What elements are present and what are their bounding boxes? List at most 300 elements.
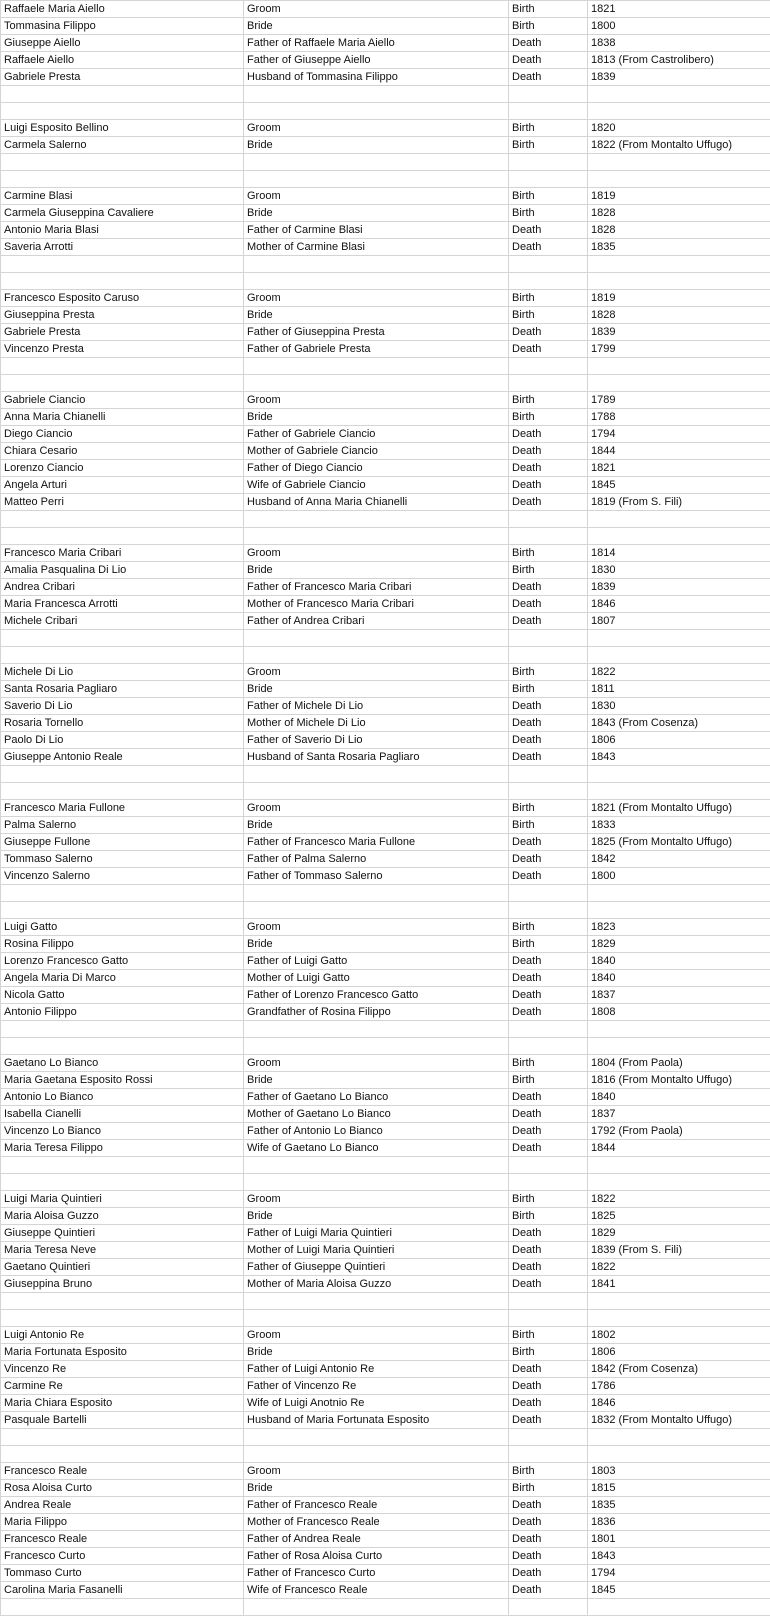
- cell-relation[interactable]: Father of Antonio Lo Bianco: [244, 1123, 509, 1140]
- cell-event[interactable]: Death: [509, 1582, 588, 1599]
- cell-year[interactable]: [588, 885, 770, 902]
- cell-event[interactable]: Death: [509, 1004, 588, 1021]
- cell-event[interactable]: Death: [509, 443, 588, 460]
- cell-name[interactable]: Anna Maria Chianelli: [1, 409, 244, 426]
- cell-event[interactable]: Birth: [509, 18, 588, 35]
- cell-relation[interactable]: Bride: [244, 205, 509, 222]
- cell-year[interactable]: 1821 (From Montalto Uffugo): [588, 800, 770, 817]
- cell-event[interactable]: Birth: [509, 1344, 588, 1361]
- cell-relation[interactable]: Bride: [244, 562, 509, 579]
- cell-year[interactable]: [588, 103, 770, 120]
- cell-name[interactable]: Carmine Re: [1, 1378, 244, 1395]
- cell-year[interactable]: 1835: [588, 239, 770, 256]
- cell-event[interactable]: Birth: [509, 1480, 588, 1497]
- cell-year[interactable]: 1825: [588, 1208, 770, 1225]
- cell-relation[interactable]: [244, 1157, 509, 1174]
- cell-event[interactable]: Birth: [509, 1327, 588, 1344]
- cell-name[interactable]: [1, 630, 244, 647]
- cell-name[interactable]: Giuseppina Presta: [1, 307, 244, 324]
- cell-name[interactable]: Rosaria Tornello: [1, 715, 244, 732]
- cell-event[interactable]: Death: [509, 69, 588, 86]
- cell-year[interactable]: 1822: [588, 1191, 770, 1208]
- cell-event[interactable]: Birth: [509, 307, 588, 324]
- cell-name[interactable]: [1, 885, 244, 902]
- cell-name[interactable]: Palma Salerno: [1, 817, 244, 834]
- cell-relation[interactable]: Father of Giuseppe Aiello: [244, 52, 509, 69]
- cell-name[interactable]: Raffaele Maria Aiello: [1, 1, 244, 18]
- cell-relation[interactable]: [244, 528, 509, 545]
- cell-year[interactable]: 1794: [588, 426, 770, 443]
- cell-year[interactable]: 1808: [588, 1004, 770, 1021]
- cell-relation[interactable]: Groom: [244, 120, 509, 137]
- cell-name[interactable]: Lorenzo Ciancio: [1, 460, 244, 477]
- cell-relation[interactable]: Mother of Maria Aloisa Guzzo: [244, 1276, 509, 1293]
- cell-event[interactable]: Birth: [509, 1463, 588, 1480]
- cell-name[interactable]: Matteo Perri: [1, 494, 244, 511]
- cell-event[interactable]: Birth: [509, 817, 588, 834]
- cell-year[interactable]: 1813 (From Castrolibero): [588, 52, 770, 69]
- cell-relation[interactable]: Mother of Gabriele Ciancio: [244, 443, 509, 460]
- cell-event[interactable]: Birth: [509, 1055, 588, 1072]
- cell-year[interactable]: [588, 1038, 770, 1055]
- cell-year[interactable]: 1844: [588, 1140, 770, 1157]
- cell-name[interactable]: Pasquale Bartelli: [1, 1412, 244, 1429]
- cell-year[interactable]: 1803: [588, 1463, 770, 1480]
- cell-name[interactable]: Maria Gaetana Esposito Rossi: [1, 1072, 244, 1089]
- cell-event[interactable]: [509, 375, 588, 392]
- cell-name[interactable]: Chiara Cesario: [1, 443, 244, 460]
- cell-year[interactable]: 1789: [588, 392, 770, 409]
- cell-event[interactable]: [509, 783, 588, 800]
- cell-relation[interactable]: Father of Francesco Reale: [244, 1497, 509, 1514]
- cell-year[interactable]: 1846: [588, 1395, 770, 1412]
- cell-name[interactable]: [1, 103, 244, 120]
- cell-name[interactable]: Luigi Antonio Re: [1, 1327, 244, 1344]
- cell-relation[interactable]: [244, 86, 509, 103]
- cell-name[interactable]: [1, 273, 244, 290]
- cell-year[interactable]: [588, 154, 770, 171]
- cell-relation[interactable]: Bride: [244, 307, 509, 324]
- cell-relation[interactable]: Father of Andrea Cribari: [244, 613, 509, 630]
- cell-name[interactable]: Maria Chiara Esposito: [1, 1395, 244, 1412]
- cell-event[interactable]: [509, 256, 588, 273]
- cell-relation[interactable]: Husband of Santa Rosaria Pagliaro: [244, 749, 509, 766]
- cell-relation[interactable]: Bride: [244, 18, 509, 35]
- cell-relation[interactable]: Grandfather of Rosina Filippo: [244, 1004, 509, 1021]
- cell-year[interactable]: [588, 511, 770, 528]
- cell-name[interactable]: [1, 1310, 244, 1327]
- cell-relation[interactable]: [244, 783, 509, 800]
- cell-event[interactable]: Birth: [509, 290, 588, 307]
- cell-name[interactable]: Luigi Esposito Bellino: [1, 120, 244, 137]
- cell-event[interactable]: Death: [509, 613, 588, 630]
- cell-year[interactable]: [588, 902, 770, 919]
- cell-relation[interactable]: [244, 256, 509, 273]
- cell-event[interactable]: [509, 1446, 588, 1463]
- cell-year[interactable]: [588, 647, 770, 664]
- cell-year[interactable]: 1839: [588, 324, 770, 341]
- cell-relation[interactable]: Father of Palma Salerno: [244, 851, 509, 868]
- cell-relation[interactable]: Father of Carmine Blasi: [244, 222, 509, 239]
- cell-event[interactable]: Death: [509, 1242, 588, 1259]
- cell-event[interactable]: Birth: [509, 800, 588, 817]
- cell-name[interactable]: [1, 1038, 244, 1055]
- cell-event[interactable]: Death: [509, 579, 588, 596]
- cell-relation[interactable]: Father of Giuseppe Quintieri: [244, 1259, 509, 1276]
- cell-name[interactable]: [1, 1021, 244, 1038]
- cell-year[interactable]: 1845: [588, 477, 770, 494]
- cell-name[interactable]: Saveria Arrotti: [1, 239, 244, 256]
- cell-name[interactable]: Gabriele Presta: [1, 69, 244, 86]
- cell-year[interactable]: 1833: [588, 817, 770, 834]
- cell-year[interactable]: [588, 1599, 770, 1616]
- cell-relation[interactable]: Wife of Gabriele Ciancio: [244, 477, 509, 494]
- cell-event[interactable]: [509, 273, 588, 290]
- cell-name[interactable]: [1, 1599, 244, 1616]
- cell-event[interactable]: Death: [509, 1548, 588, 1565]
- cell-year[interactable]: [588, 528, 770, 545]
- cell-event[interactable]: Death: [509, 1140, 588, 1157]
- cell-name[interactable]: Santa Rosaria Pagliaro: [1, 681, 244, 698]
- cell-relation[interactable]: Wife of Luigi Anotnio Re: [244, 1395, 509, 1412]
- cell-name[interactable]: Giuseppe Quintieri: [1, 1225, 244, 1242]
- cell-year[interactable]: 1828: [588, 222, 770, 239]
- cell-year[interactable]: 1838: [588, 35, 770, 52]
- cell-name[interactable]: Vincenzo Presta: [1, 341, 244, 358]
- cell-relation[interactable]: Mother of Michele Di Lio: [244, 715, 509, 732]
- cell-year[interactable]: 1830: [588, 562, 770, 579]
- cell-event[interactable]: Death: [509, 715, 588, 732]
- cell-name[interactable]: Andrea Cribari: [1, 579, 244, 596]
- cell-name[interactable]: Maria Fortunata Esposito: [1, 1344, 244, 1361]
- cell-year[interactable]: 1806: [588, 1344, 770, 1361]
- cell-year[interactable]: [588, 766, 770, 783]
- cell-year[interactable]: 1800: [588, 18, 770, 35]
- cell-event[interactable]: Birth: [509, 936, 588, 953]
- cell-relation[interactable]: [244, 1038, 509, 1055]
- cell-relation[interactable]: [244, 358, 509, 375]
- cell-event[interactable]: Death: [509, 324, 588, 341]
- cell-name[interactable]: Vincenzo Re: [1, 1361, 244, 1378]
- cell-relation[interactable]: Groom: [244, 1463, 509, 1480]
- cell-event[interactable]: [509, 358, 588, 375]
- cell-relation[interactable]: Husband of Tommasina Filippo: [244, 69, 509, 86]
- cell-relation[interactable]: [244, 375, 509, 392]
- cell-relation[interactable]: Groom: [244, 1, 509, 18]
- cell-event[interactable]: [509, 86, 588, 103]
- cell-year[interactable]: 1839 (From S. Fili): [588, 1242, 770, 1259]
- cell-event[interactable]: Death: [509, 1225, 588, 1242]
- cell-name[interactable]: Giuseppe Antonio Reale: [1, 749, 244, 766]
- cell-year[interactable]: 1811: [588, 681, 770, 698]
- cell-event[interactable]: Birth: [509, 1072, 588, 1089]
- cell-name[interactable]: Maria Teresa Neve: [1, 1242, 244, 1259]
- cell-relation[interactable]: [244, 511, 509, 528]
- cell-name[interactable]: Francesco Curto: [1, 1548, 244, 1565]
- cell-relation[interactable]: Groom: [244, 1327, 509, 1344]
- cell-relation[interactable]: Mother of Luigi Maria Quintieri: [244, 1242, 509, 1259]
- cell-event[interactable]: Death: [509, 494, 588, 511]
- cell-year[interactable]: 1822: [588, 1259, 770, 1276]
- cell-name[interactable]: Maria Francesca Arrotti: [1, 596, 244, 613]
- cell-relation[interactable]: Wife of Francesco Reale: [244, 1582, 509, 1599]
- cell-relation[interactable]: Father of Raffaele Maria Aiello: [244, 35, 509, 52]
- cell-name[interactable]: Francesco Reale: [1, 1463, 244, 1480]
- cell-event[interactable]: Death: [509, 1514, 588, 1531]
- cell-event[interactable]: [509, 885, 588, 902]
- cell-relation[interactable]: Groom: [244, 188, 509, 205]
- cell-event[interactable]: Birth: [509, 664, 588, 681]
- cell-name[interactable]: Luigi Gatto: [1, 919, 244, 936]
- cell-year[interactable]: 1788: [588, 409, 770, 426]
- cell-event[interactable]: Birth: [509, 120, 588, 137]
- cell-name[interactable]: Rosa Aloisa Curto: [1, 1480, 244, 1497]
- cell-year[interactable]: 1819 (From S. Fili): [588, 494, 770, 511]
- cell-event[interactable]: [509, 1310, 588, 1327]
- cell-event[interactable]: Death: [509, 749, 588, 766]
- cell-name[interactable]: Paolo Di Lio: [1, 732, 244, 749]
- cell-relation[interactable]: Father of Gabriele Ciancio: [244, 426, 509, 443]
- cell-name[interactable]: Vincenzo Lo Bianco: [1, 1123, 244, 1140]
- cell-year[interactable]: 1799: [588, 341, 770, 358]
- cell-event[interactable]: [509, 154, 588, 171]
- cell-name[interactable]: Tommaso Salerno: [1, 851, 244, 868]
- cell-name[interactable]: Vincenzo Salerno: [1, 868, 244, 885]
- cell-name[interactable]: Giuseppe Aiello: [1, 35, 244, 52]
- cell-year[interactable]: [588, 1446, 770, 1463]
- cell-name[interactable]: Maria Filippo: [1, 1514, 244, 1531]
- cell-name[interactable]: Francesco Maria Cribari: [1, 545, 244, 562]
- cell-event[interactable]: [509, 1038, 588, 1055]
- cell-year[interactable]: [588, 86, 770, 103]
- cell-year[interactable]: 1843 (From Cosenza): [588, 715, 770, 732]
- cell-year[interactable]: 1822 (From Montalto Uffugo): [588, 137, 770, 154]
- cell-name[interactable]: [1, 256, 244, 273]
- cell-relation[interactable]: Bride: [244, 681, 509, 698]
- cell-event[interactable]: Death: [509, 1106, 588, 1123]
- cell-relation[interactable]: Father of Diego Ciancio: [244, 460, 509, 477]
- cell-event[interactable]: Death: [509, 868, 588, 885]
- cell-year[interactable]: 1837: [588, 1106, 770, 1123]
- cell-event[interactable]: Death: [509, 1497, 588, 1514]
- cell-relation[interactable]: [244, 766, 509, 783]
- cell-year[interactable]: 1840: [588, 1089, 770, 1106]
- cell-relation[interactable]: Groom: [244, 1055, 509, 1072]
- cell-year[interactable]: 1844: [588, 443, 770, 460]
- cell-relation[interactable]: Groom: [244, 919, 509, 936]
- cell-event[interactable]: Death: [509, 222, 588, 239]
- cell-name[interactable]: Amalia Pasqualina Di Lio: [1, 562, 244, 579]
- cell-event[interactable]: Death: [509, 732, 588, 749]
- cell-year[interactable]: [588, 358, 770, 375]
- cell-name[interactable]: [1, 171, 244, 188]
- cell-year[interactable]: 1828: [588, 307, 770, 324]
- cell-name[interactable]: Luigi Maria Quintieri: [1, 1191, 244, 1208]
- cell-event[interactable]: [509, 1021, 588, 1038]
- cell-event[interactable]: Death: [509, 239, 588, 256]
- cell-name[interactable]: [1, 1429, 244, 1446]
- cell-year[interactable]: 1828: [588, 205, 770, 222]
- cell-name[interactable]: Tommasina Filippo: [1, 18, 244, 35]
- cell-event[interactable]: Death: [509, 1259, 588, 1276]
- cell-event[interactable]: Birth: [509, 545, 588, 562]
- cell-event[interactable]: [509, 630, 588, 647]
- cell-name[interactable]: Antonio Lo Bianco: [1, 1089, 244, 1106]
- cell-event[interactable]: Death: [509, 341, 588, 358]
- cell-year[interactable]: [588, 1310, 770, 1327]
- cell-relation[interactable]: [244, 154, 509, 171]
- cell-relation[interactable]: Father of Gaetano Lo Bianco: [244, 1089, 509, 1106]
- cell-event[interactable]: Death: [509, 834, 588, 851]
- cell-name[interactable]: Maria Teresa Filippo: [1, 1140, 244, 1157]
- cell-event[interactable]: Death: [509, 987, 588, 1004]
- cell-name[interactable]: Isabella Cianelli: [1, 1106, 244, 1123]
- cell-event[interactable]: Birth: [509, 409, 588, 426]
- cell-event[interactable]: [509, 1429, 588, 1446]
- cell-year[interactable]: 1786: [588, 1378, 770, 1395]
- cell-relation[interactable]: Wife of Gaetano Lo Bianco: [244, 1140, 509, 1157]
- cell-relation[interactable]: Groom: [244, 664, 509, 681]
- cell-name[interactable]: [1, 528, 244, 545]
- cell-year[interactable]: [588, 1429, 770, 1446]
- cell-year[interactable]: 1792 (From Paola): [588, 1123, 770, 1140]
- cell-relation[interactable]: [244, 885, 509, 902]
- cell-event[interactable]: [509, 1599, 588, 1616]
- cell-name[interactable]: Carmela Giuseppina Cavaliere: [1, 205, 244, 222]
- cell-year[interactable]: 1839: [588, 579, 770, 596]
- cell-year[interactable]: 1830: [588, 698, 770, 715]
- cell-name[interactable]: Gaetano Quintieri: [1, 1259, 244, 1276]
- cell-name[interactable]: Antonio Filippo: [1, 1004, 244, 1021]
- cell-year[interactable]: 1835: [588, 1497, 770, 1514]
- cell-event[interactable]: Death: [509, 953, 588, 970]
- cell-relation[interactable]: [244, 902, 509, 919]
- cell-event[interactable]: [509, 103, 588, 120]
- cell-relation[interactable]: Mother of Gaetano Lo Bianco: [244, 1106, 509, 1123]
- cell-name[interactable]: Andrea Reale: [1, 1497, 244, 1514]
- cell-event[interactable]: [509, 528, 588, 545]
- cell-name[interactable]: Gaetano Lo Bianco: [1, 1055, 244, 1072]
- cell-relation[interactable]: Groom: [244, 1191, 509, 1208]
- cell-year[interactable]: [588, 1174, 770, 1191]
- cell-event[interactable]: Death: [509, 52, 588, 69]
- cell-relation[interactable]: Father of Francesco Maria Fullone: [244, 834, 509, 851]
- cell-relation[interactable]: [244, 1310, 509, 1327]
- cell-year[interactable]: [588, 171, 770, 188]
- cell-name[interactable]: [1, 766, 244, 783]
- cell-name[interactable]: Michele Cribari: [1, 613, 244, 630]
- cell-relation[interactable]: Bride: [244, 409, 509, 426]
- cell-relation[interactable]: Father of Saverio Di Lio: [244, 732, 509, 749]
- cell-relation[interactable]: Father of Lorenzo Francesco Gatto: [244, 987, 509, 1004]
- cell-event[interactable]: [509, 902, 588, 919]
- cell-year[interactable]: 1814: [588, 545, 770, 562]
- cell-event[interactable]: Birth: [509, 1208, 588, 1225]
- cell-event[interactable]: [509, 647, 588, 664]
- cell-event[interactable]: Death: [509, 460, 588, 477]
- cell-name[interactable]: Nicola Gatto: [1, 987, 244, 1004]
- cell-name[interactable]: Diego Ciancio: [1, 426, 244, 443]
- cell-name[interactable]: [1, 86, 244, 103]
- cell-name[interactable]: Carolina Maria Fasanelli: [1, 1582, 244, 1599]
- cell-name[interactable]: Lorenzo Francesco Gatto: [1, 953, 244, 970]
- cell-relation[interactable]: Father of Vincenzo Re: [244, 1378, 509, 1395]
- cell-year[interactable]: 1816 (From Montalto Uffugo): [588, 1072, 770, 1089]
- cell-name[interactable]: [1, 154, 244, 171]
- cell-name[interactable]: Michele Di Lio: [1, 664, 244, 681]
- cell-event[interactable]: Death: [509, 851, 588, 868]
- cell-event[interactable]: [509, 511, 588, 528]
- cell-year[interactable]: 1840: [588, 970, 770, 987]
- cell-name[interactable]: [1, 1157, 244, 1174]
- cell-name[interactable]: [1, 783, 244, 800]
- cell-event[interactable]: Death: [509, 1565, 588, 1582]
- cell-name[interactable]: [1, 511, 244, 528]
- cell-year[interactable]: [588, 783, 770, 800]
- cell-year[interactable]: 1819: [588, 188, 770, 205]
- cell-relation[interactable]: Father of Luigi Antonio Re: [244, 1361, 509, 1378]
- cell-year[interactable]: 1800: [588, 868, 770, 885]
- cell-event[interactable]: Birth: [509, 562, 588, 579]
- cell-event[interactable]: Death: [509, 596, 588, 613]
- cell-name[interactable]: [1, 1446, 244, 1463]
- cell-year[interactable]: 1821: [588, 460, 770, 477]
- cell-year[interactable]: 1807: [588, 613, 770, 630]
- cell-event[interactable]: Death: [509, 1531, 588, 1548]
- cell-year[interactable]: 1841: [588, 1276, 770, 1293]
- cell-relation[interactable]: [244, 1174, 509, 1191]
- cell-year[interactable]: [588, 375, 770, 392]
- cell-relation[interactable]: Bride: [244, 936, 509, 953]
- cell-year[interactable]: 1842: [588, 851, 770, 868]
- cell-relation[interactable]: Father of Michele Di Lio: [244, 698, 509, 715]
- cell-year[interactable]: 1842 (From Cosenza): [588, 1361, 770, 1378]
- cell-name[interactable]: Rosina Filippo: [1, 936, 244, 953]
- cell-relation[interactable]: Bride: [244, 817, 509, 834]
- cell-relation[interactable]: [244, 273, 509, 290]
- cell-name[interactable]: Tommaso Curto: [1, 1565, 244, 1582]
- cell-year[interactable]: 1832 (From Montalto Uffugo): [588, 1412, 770, 1429]
- cell-relation[interactable]: [244, 1599, 509, 1616]
- cell-relation[interactable]: Father of Giuseppina Presta: [244, 324, 509, 341]
- cell-name[interactable]: Francesco Maria Fullone: [1, 800, 244, 817]
- cell-event[interactable]: Birth: [509, 1, 588, 18]
- cell-year[interactable]: 1829: [588, 1225, 770, 1242]
- cell-relation[interactable]: Father of Tommaso Salerno: [244, 868, 509, 885]
- cell-relation[interactable]: Father of Rosa Aloisa Curto: [244, 1548, 509, 1565]
- cell-name[interactable]: Gabriele Ciancio: [1, 392, 244, 409]
- cell-event[interactable]: [509, 1174, 588, 1191]
- cell-relation[interactable]: Groom: [244, 290, 509, 307]
- cell-name[interactable]: [1, 647, 244, 664]
- cell-name[interactable]: Giuseppina Bruno: [1, 1276, 244, 1293]
- cell-relation[interactable]: Father of Luigi Gatto: [244, 953, 509, 970]
- cell-event[interactable]: Death: [509, 1361, 588, 1378]
- cell-year[interactable]: 1846: [588, 596, 770, 613]
- cell-name[interactable]: Angela Maria Di Marco: [1, 970, 244, 987]
- cell-year[interactable]: 1820: [588, 120, 770, 137]
- cell-year[interactable]: 1825 (From Montalto Uffugo): [588, 834, 770, 851]
- cell-relation[interactable]: Bride: [244, 1344, 509, 1361]
- cell-name[interactable]: Gabriele Presta: [1, 324, 244, 341]
- cell-relation[interactable]: Husband of Anna Maria Chianelli: [244, 494, 509, 511]
- cell-year[interactable]: 1815: [588, 1480, 770, 1497]
- cell-relation[interactable]: Father of Andrea Reale: [244, 1531, 509, 1548]
- cell-event[interactable]: Death: [509, 1276, 588, 1293]
- cell-name[interactable]: Francesco Reale: [1, 1531, 244, 1548]
- cell-event[interactable]: Birth: [509, 392, 588, 409]
- cell-name[interactable]: [1, 358, 244, 375]
